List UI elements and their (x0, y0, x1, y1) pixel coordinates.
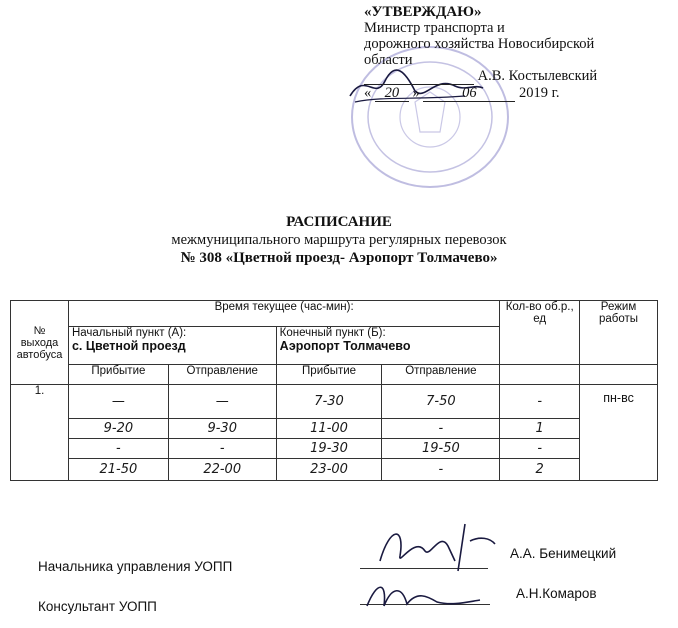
approval-line3: области (364, 52, 413, 68)
cell-b-dep: - (382, 419, 500, 439)
table-row (11, 459, 658, 481)
header-count: Кол-во об.р., ед (500, 301, 580, 365)
sub-mode-blank (580, 365, 658, 385)
header-start-name: с. Цветной проезд (71, 339, 186, 353)
approval-signer: А.В. Костылевский (477, 68, 598, 84)
cell-a-dep: 22-00 (168, 459, 276, 481)
footer-signature1 (370, 516, 500, 576)
cell-mode: пн-вс (580, 385, 658, 481)
cell-count: 1 (500, 419, 580, 439)
header-start (68, 327, 276, 365)
header-end (276, 327, 500, 365)
cell-b-dep: 19-50 (382, 439, 500, 459)
cell-b-dep: 7-50 (382, 385, 500, 419)
cell-a-dep: - (168, 439, 276, 459)
header-mode: Режим работы (580, 301, 658, 365)
cell-b-dep: - (382, 459, 500, 481)
footer-name1: А.А. Бенимецкий (510, 546, 617, 561)
header-bus-no: № выхода автобуса (11, 301, 69, 385)
table-row (11, 419, 658, 439)
date-day: 20 (375, 85, 409, 102)
date-year: 2019 г. (519, 85, 560, 101)
cell-b-arr: 19-30 (276, 439, 382, 459)
cell-b-arr: 23-00 (276, 459, 382, 481)
cell-count: - (500, 439, 580, 459)
approval-signer-row (364, 68, 664, 85)
doc-subtitle: межмуниципального маршрута регулярных перевозок (171, 232, 507, 248)
sub-count-blank (500, 365, 580, 385)
footer-signature2 (362, 576, 482, 616)
date-open-quote: « (364, 85, 372, 101)
header-end-label: Конечный пункт (Б): (279, 327, 386, 339)
sub-start-arrival: Прибытие (68, 365, 168, 385)
cell-bus-no: 1. (11, 385, 69, 481)
header-time: Время текущее (час-мин): (68, 301, 499, 327)
header-end-name: Аэропорт Толмачево (279, 339, 411, 353)
cell-a-arr: 9-20 (68, 419, 168, 439)
approval-line2: дорожного хозяйства Новосибирской (364, 36, 595, 52)
cell-a-arr: 21-50 (68, 459, 168, 481)
date-month: 06 (423, 85, 515, 102)
cell-b-arr: 7-30 (276, 385, 382, 419)
sub-end-arrival: Прибытие (276, 365, 382, 385)
footer-name2: А.Н.Комаров (516, 586, 597, 601)
table-row (11, 439, 658, 459)
cell-count: - (500, 385, 580, 419)
doc-title: РАСПИСАНИЕ (286, 214, 392, 230)
header-start-label: Начальный пункт (А): (71, 327, 187, 339)
footer-role1: Начальника управления УОПП (38, 559, 233, 574)
approval-date-row (364, 85, 664, 102)
cell-a-dep: 9-30 (168, 419, 276, 439)
sub-start-departure: Отправление (168, 365, 276, 385)
date-close-quote: » (412, 85, 420, 101)
cell-a-arr: — (68, 385, 168, 419)
schedule-table (10, 300, 658, 481)
doc-route: № 308 «Цветной проезд- Аэропорт Толмачево» (180, 250, 498, 266)
approval-heading: «УТВЕРЖДАЮ» (364, 4, 482, 20)
cell-a-dep: — (168, 385, 276, 419)
approval-line1: Министр транспорта и (364, 20, 505, 36)
cell-b-arr: 11-00 (276, 419, 382, 439)
sub-end-departure: Отправление (382, 365, 500, 385)
footer-role2: Консультант УОПП (38, 599, 157, 614)
cell-a-arr: - (68, 439, 168, 459)
cell-count: 2 (500, 459, 580, 481)
signature-line (364, 68, 474, 85)
table-row (11, 385, 658, 419)
approval-block (364, 4, 664, 102)
